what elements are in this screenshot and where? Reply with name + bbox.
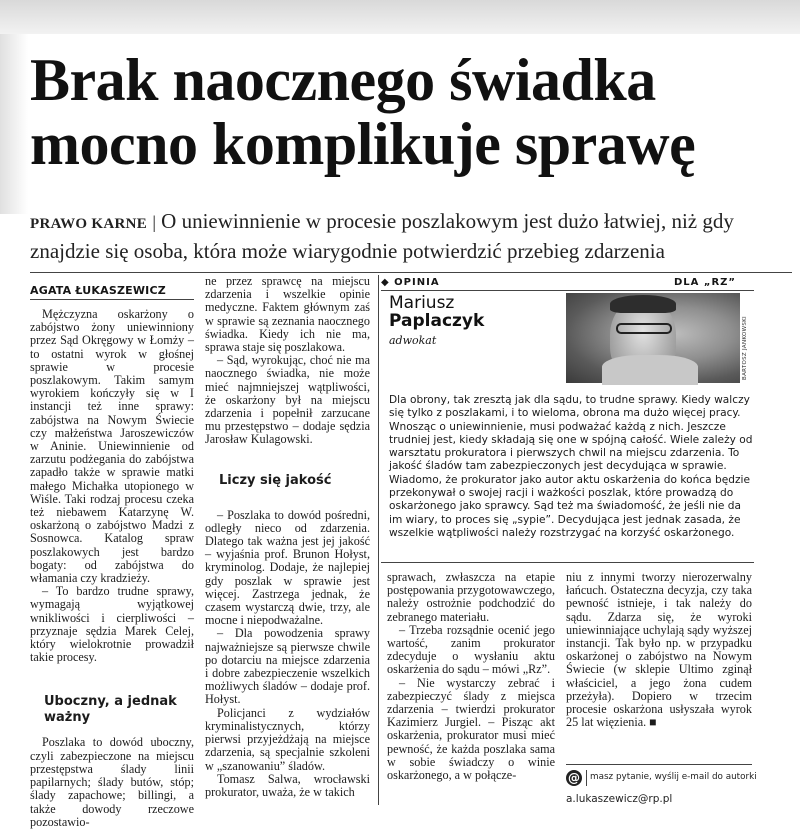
deck-label: PRAWO KARNE — [30, 216, 148, 232]
footer-divider — [586, 770, 587, 786]
paragraph: Tomasz Salwa, wrocławski prokurator, uważa, że w takich — [205, 771, 370, 799]
opinion-top-rule — [381, 290, 754, 291]
paragraph: sprawach, zwłaszcza na etapie postępowania przygotowawczego, należy ostrożnie podchodzić do zebranego materiału. — [387, 570, 555, 624]
subheading: Liczy się jakość — [219, 472, 332, 488]
article-column-4 — [566, 571, 752, 729]
paragraph: – Trzeba rozsądnie ocenić jego wartość, zanim prokurator zdecyduje o wysłaniu aktu oskarżenia do sądu – mówi „Rz”. — [387, 622, 555, 677]
paragraph: Mężczyzna oskarżony o zabójstwo żony uniewinniony przez Sąd Okręgowy w Łomży – to ostatni wyrok w głośnej sprawie w procesie poszlakowym. Takim samym wyrokiem kończyły się w I instancji też inne sprawy: zabójstwa na Nowym Świecie czy małżeństwa Jaroszewiczów w Aninie. Uniewinnienie od zarzutu podżegania do zabójstwa zapadło także w sprawie matki małego Michałka utopionego w Wiśle. Taki rodzaj procesu czeka też niebawem Katarzynę W. oskarżoną o zabójstwo Madzi z Sosnowca. Katalog spraw poszlakowych jest bardzo bogaty: od zabójstwa do włamania czy kradzieży. — [30, 307, 194, 586]
page-left-strip — [0, 34, 28, 214]
author-photo — [566, 293, 740, 383]
paragraph: – Sąd, wyrokując, choć nie ma naocznego świadka, nie może mieć najmniejszej wątpliwości, że oskarżony był na miejscu zdarzenia i popełnił zarzucane mu przestępstwo – dodaje sędzia Jarosław Kulagowski. — [205, 353, 370, 447]
opinion-for-label: DLA „RZ” — [674, 277, 736, 288]
author-rule — [30, 299, 194, 300]
headline-line-2: mocno komplikuje sprawę — [30, 111, 696, 177]
paragraph: Poszlaka to dowód uboczny, czyli zabezpieczone na miejscu przestępstwa ślady linii papilarnych; ślady butów, stóp; ślady zapachowe; billingi, a także dowody rzeczowe pozostawio- — [30, 735, 194, 829]
author-byline: AGATA ŁUKASZEWICZ — [30, 284, 166, 297]
opinion-author-role: adwokat — [389, 334, 437, 347]
paragraph-text: niu z innymi tworzy nierozerwalny łańcuch. Ostateczna decyzja, czy taka pewność istnieje, i tak należy do sądu. Zdarza się, że wyroki uniewinniające uchylają sądy wyższej instancji. Tak było np. w przypadku oskarżonej o zabójstwo na Nowym Świecie (w sklepie Ultimo zginął właściciel, a jego żona cudem przeżyła). Dopiero w trzecim procesie oskarżona usłyszała wyrok 25 lat więzienia. — [566, 570, 752, 730]
paragraph: Policjanci z wydziałów kryminalistycznych, którzy pierwsi przyjeżdżają na miejsce zdarzenia, są specjalnie szkoleni w „szanowaniu” śladów. — [205, 705, 370, 773]
paragraph: – Nie wystarczy zebrać i zabezpieczyć ślady z miejsca zdarzenia – twierdzi prokurator Kazimierz Jurgiel. – Pisząc akt oskarżenia, prokurator musi mieć pewność, że każda poszlaka sama w sobie świadczy o winie oskarżonego, a w połącze- — [387, 675, 555, 783]
footer-rule — [566, 764, 752, 765]
opinion-bottom-rule — [381, 562, 754, 563]
photo-credit: BARTOSZ JANKOWSKI — [742, 316, 748, 380]
at-icon: @ — [568, 771, 580, 785]
subheading: Uboczny, a jednak ważny — [44, 694, 177, 726]
deck-separator: | — [152, 212, 156, 232]
opinion-author-first: Mariusz — [389, 293, 455, 313]
photo-hand — [602, 355, 698, 385]
opinion-body: Dla obrony, tak zresztą jak dla sądu, to trudne sprawy. Kiedy walczy się tylko z poszlakami, i to wieloma, obrona ma dużo więcej pracy. Wnosząc o uniewinnienie, musi podważać każdą z nich. Jeszcze trudniej jest, kiedy składają się one w spójną całość. Wiele zależy od warsztatu prokuratora i pierwszych chwil na miejscu zdarzenia. To jakość śladów tam zabezpieczonych jest decydująca w sprawie. Wiadomo, że prokurator jako autor aktu oskarżenia do końca będzie przekonywał o swojej racji i ważkości poszlak, które prowadzą do oskarżonego jako sprawcy. Sąd też ma świadomość, że jeśli nie da im wiary, to proces się „sypie”. Decydująca jest jednak zasada, że wszelkie wątpliwości należy rozstrzygać na korzyść oskarżonego. — [389, 394, 753, 539]
headline — [30, 48, 790, 176]
header-rule — [30, 272, 792, 273]
footer-note: masz pytanie, wyślij e-mail do autorki — [590, 772, 757, 782]
column-divider — [378, 275, 379, 805]
page-top-band — [0, 0, 800, 34]
deck — [30, 208, 790, 265]
opinion-tag: ◆ OPINIA — [381, 277, 440, 288]
author-email-link[interactable]: a.lukaszewicz@rp.pl — [566, 793, 673, 805]
paragraph: – Poszlaka to dowód pośredni, odległy nieco od zdarzenia. Dlatego tak ważna jest jej jakość – wyjaśnia prof. Brunon Hołyst, kryminolog. Dodaje, że najlepiej gdy poszlak w sprawie jest więcej. Zastrzega jednak, że czasem wystarczą dwie, trzy, ale mocne i niepodważalne. — [205, 507, 370, 628]
paragraph: ne przez sprawcę na miejscu zdarzenia i wszelkie opinie medyczne. Faktem głównym zaś w sprawie są zeznania naocznego świadka. Kiedy ich nie ma, sprawa staje się poszlakowa. — [205, 274, 370, 355]
article-column-3 — [387, 571, 555, 782]
opinion-author-name — [389, 294, 484, 330]
opinion-author-last: Paplaczyk — [389, 311, 485, 331]
headline-line-1: Brak naocznego świadka — [30, 47, 656, 113]
opinion-tag-label: OPINIA — [394, 277, 440, 288]
deck-text: O uniewinnienie w procesie poszlakowym jest dużo łatwiej, niż gdy znajdzie się osoba, która może wiarygodnie potwierdzić przebieg zdarzenia — [30, 209, 734, 263]
article-column-1 — [30, 308, 194, 829]
paragraph: – Dla powodzenia sprawy najważniejsze są pierwsze chwile po dotarciu na miejsce zdarzenia i dobre zabezpieczenie wszelkich możliwych śladów – dodaje prof. Hołyst. — [205, 626, 370, 707]
end-mark: ■ — [649, 715, 657, 730]
article-column-2 — [205, 275, 370, 799]
paragraph: – To bardzo trudne sprawy, wymagają wyjątkowej wnikliwości i cierpliwości – przyznaje sędzia Marek Celej, który wielokrotnie prowadził takie procesy. — [30, 584, 194, 665]
photo-glasses — [616, 323, 672, 334]
photo-hair — [610, 295, 676, 313]
paragraph — [566, 571, 752, 729]
